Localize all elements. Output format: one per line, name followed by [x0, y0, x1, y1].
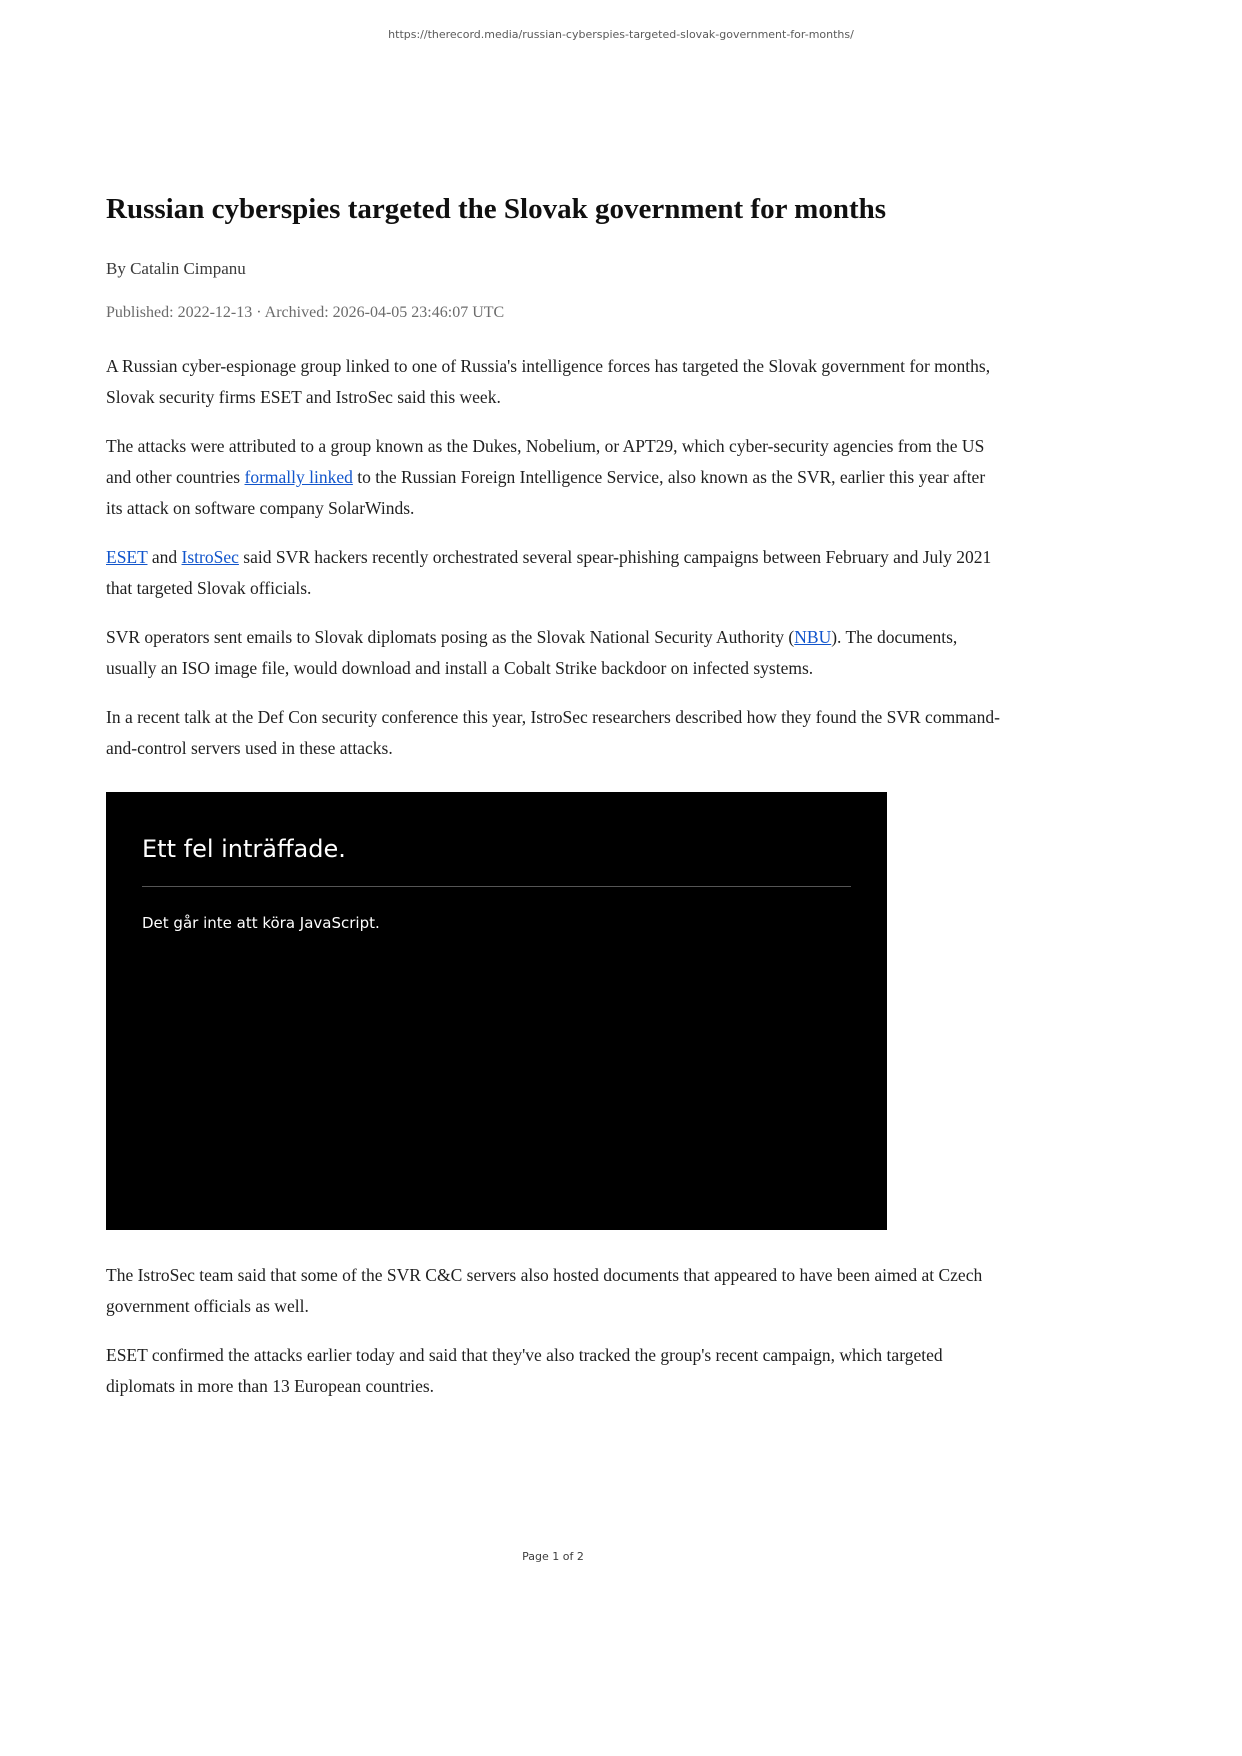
page-number: Page 1 of 2: [522, 1550, 584, 1563]
article-paragraph: SVR operators sent emails to Slovak diplomats posing as the Slovak National Security Authority (NBU). The documents, usually an ISO image file, would download and install a Cobalt Strike backdoor on infected systems.: [106, 627, 958, 678]
embedded-frame-error: [106, 792, 887, 1230]
article-paragraph: In a recent talk at the Def Con security conference this year, IstroSec researchers described how they found the SVR command-and-control servers used in these attacks.: [106, 707, 1000, 758]
article-title: Russian cyberspies targeted the Slovak government for months: [106, 193, 887, 225]
article-byline: By Catalin Cimpanu: [106, 259, 246, 278]
article-body-bottom: [106, 1260, 1003, 1402]
article-paragraph: The IstroSec team said that some of the SVR C&C servers also hosted documents that appeared to have been aimed at Czech government officials as well.: [106, 1265, 983, 1316]
article-paragraph: The attacks were attributed to a group known as the Dukes, Nobelium, or APT29, which cyber-security agencies from the US and other countries formally linked to the Russian Foreign Intelligence Service, also known as the SVR, earlier this year after its attack on software company SolarWinds.: [106, 436, 986, 518]
article-content: [106, 190, 1003, 1420]
embed-error-message: Det går inte att köra JavaScript.: [142, 914, 380, 932]
article-paragraph: ESET and IstroSec said SVR hackers recently orchestrated several spear-phishing campaigns between February and July 2021 that targeted Slovak officials.: [106, 547, 992, 598]
article-meta: Published: 2022-12-13 · Archived: 2026-04-05 23:46:07 UTC: [106, 304, 505, 321]
istrosec-link[interactable]: IstroSec: [181, 547, 239, 567]
article-paragraph: A Russian cyber-espionage group linked to one of Russia's intelligence forces has targeted the Slovak government for months, Slovak security firms ESET and IstroSec said this week.: [106, 356, 991, 407]
nbu-link[interactable]: NBU: [794, 627, 832, 647]
article-body-top: [106, 351, 1003, 764]
formally-linked-link[interactable]: formally linked: [244, 467, 353, 487]
embed-error-heading: Ett fel inträffade.: [142, 835, 346, 863]
eset-link[interactable]: ESET: [106, 547, 148, 567]
article-paragraph: ESET confirmed the attacks earlier today and said that they've also tracked the group's recent campaign, which targeted diplomats in more than 13 European countries.: [106, 1345, 943, 1396]
embed-divider: [142, 886, 851, 887]
print-header-url: https://therecord.media/russian-cyberspies-targeted-slovak-government-for-months/: [388, 28, 854, 41]
